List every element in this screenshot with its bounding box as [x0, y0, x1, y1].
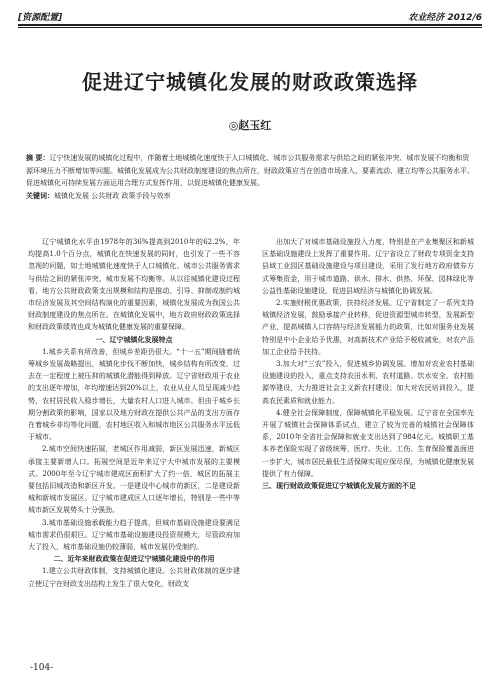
paragraph: 3.加大对“三农”投入，促进城乡协调发展。增加对农业农村基础设施建设的投入，重点支持农田水利、农村道路、饮水安全、农村能源等建设，大力推进社会主义新农村建设；加大对农民培训投入，提高农民素质和就业能力。 — [262, 360, 474, 405]
abstract-label: 摘 要： — [26, 153, 50, 162]
author: ◎赵玉红 — [228, 119, 272, 132]
header-rule-thin — [18, 27, 482, 28]
section-heading: 三、现行财政政策促进辽宁城镇化发展方面的不足 — [262, 482, 416, 491]
header-rule — [18, 24, 482, 26]
right-column — [262, 236, 474, 492]
abstract-text: 辽宁快速发展的城镇化过程中，伴随着土地城镇化速度快于人口城镇化、城市公共服务需求与供给之间的紧张冲突、城市发展不均衡和资源环境压力不断增加等问题。城镇化发展成为公共财政制度建设的焦点所在，财政政策应当在创造市场准入、要素流动、建立均等公共服务水平、促进城镇化可持续发展方面运用合理方式发挥作用，以促进城镇化健康发展。 — [26, 154, 474, 187]
keywords — [26, 190, 474, 203]
abstract-block — [26, 152, 474, 202]
section-heading: 二、近年来财政政策在促进辽宁城镇化建设中的作用 — [53, 555, 215, 564]
paragraph: 辽宁城镇化水平由1978年的36%提高到2010年的62.2%，年均提高1.0个百分点，城镇化在快速发展的同时，也引发了一些不容忽视的问题，如土地城镇化速度快于人口城镇化、城市公共服务需求与供给之间的紧张冲突、城市发展不均衡等。从以往城镇化建设过程看，地方公共财政政策支出规模和结构是推动、引导、抑制或制约城市经济发展及其空间结构演化的重要因素，城镇化发展成为我国公共财政制度建设的焦点所在。在城镇化发展中，地方政府财政政策选择和财政政策绩效也成为城镇化健康发展的重要保障。 — [28, 238, 240, 332]
paragraph: 4.健全社会保障制度，保障城镇化平稳发展。辽宁省在全国率先开展了城镇社会保障体系试点，建立了较为完善的城镇社会保障体系，2010年全省社会保障和就业支出达到了984亿元。城镇职工基本养老保险实现了省级统筹，医疗、失业、工伤、生育保险覆盖面进一步扩大，城市居民最低生活保障实现应保尽保，为城镇化健康发展提供了有力保障。 — [262, 408, 474, 478]
keywords-label: 关键词： — [26, 190, 54, 200]
abstract — [26, 152, 474, 190]
article-title: 促进辽宁城镇化发展的财政政策选择 — [82, 70, 418, 94]
page-header — [18, 10, 482, 26]
paragraph: 3.城市基础设施承载能力趋于提高，但城市基础设施建设要满足城市需求仍很艰巨。辽宁城市基础设施建设投资规模大，尽管政府加大了投入，城市基础设施仍较薄弱，城市发展仍受制约。 — [28, 518, 240, 552]
paragraph: 2.实施财税优惠政策，扶持经济发展。辽宁省制定了一系列支持城镇经济发展，鼓励承接产业转移，促进资源型城市转型，发展新型产业，提高城镇人口容纳与经济发展能力的政策，比如对服务业发展特别是中小企业给予优惠，对高新技术产业给予税收减免，对农产品加工企业给予扶持。 — [262, 299, 474, 356]
paragraph: 1.建立公共财政体制，支持城镇化建设。公共财政体制的逐步建立使辽宁在财政支出结构上发生了很大变化，财政支 — [28, 567, 240, 588]
journal-issue: 农业经济 2012/6 — [408, 13, 482, 23]
paragraph: 2.城市空间快速拓展，老城区作用减弱，新区发展迅速，新城区承接主要新增人口。拓展空间是近年来辽宁大中城市发展的主要模式。2000年至今辽宁城市建成区面积扩大了约一倍，城区的拓展主要包括旧城改造和新区开发。一是建设中心城市的新区，二是建设新城和新城市发展区。辽宁城市建成区人口逐年增长，特别是一些中等城市新区发展势头十分强劲。 — [28, 445, 240, 515]
keywords-text: 城镇化发展 公共财政 政策手段与效率 — [54, 191, 171, 200]
left-column — [28, 236, 240, 590]
paragraph: 出加大了对城市基础设施投入力度，特别是在产业集聚区和新城区基础设施建设上发挥了重要作用。辽宁省设立了财政专项资金支持县域工业园区基础设施建设与项目建设，采用了发行地方政府债券方式筹集资金，用于城市道路、供水、排水、供热、环保、园林绿化等公益性基础设施建设，促进县域经济与城镇化协调发展。 — [262, 238, 474, 295]
page-number: -104- — [30, 663, 54, 673]
section-heading: 一、辽宁城镇化发展特点 — [95, 335, 173, 344]
paragraph: 1.城乡关系有所改善，但城乡差距仍很大。“十一五”期间随着统筹城乡发展战略提出，城镇化步伐不断加快，城乡结构有所改变，过去在一定程度上被压抑的城镇化潜能得到释放。辽宁省财政用于农业的支出逐年增加，年均增速达到20%以上，农业从业人员呈现减少趋势，农村居民收入稳步增长，大量农村人口进入城市。但由于城乡长期分割政策的影响，国家以及地方财政在提供公共产品的支出方面存在着城乡非均等化问题，农村地区收入和城市地区公共服务水平远低于城市。 — [28, 347, 240, 442]
section-label: [资源配置] — [18, 13, 63, 23]
